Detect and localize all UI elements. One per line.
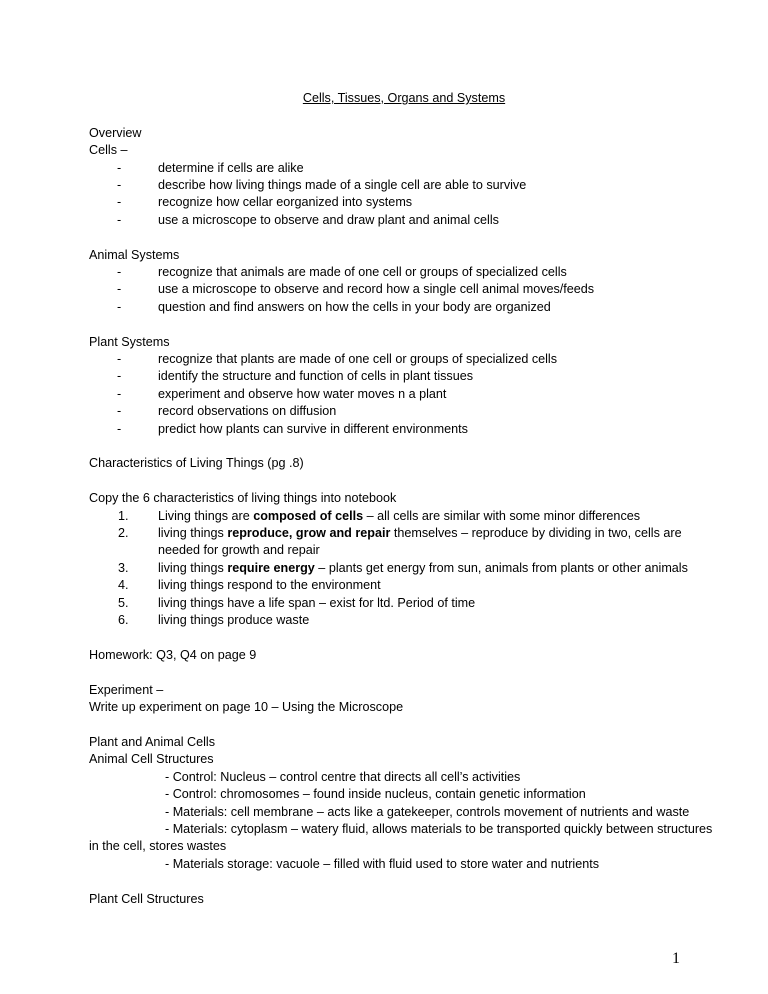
numbered-item: 4. living things respond to the environment [118, 578, 381, 593]
list-item: - recognize that animals are made of one cell or groups of specialized cells [117, 265, 567, 280]
numbered-item: 2. living things reproduce, grow and repair themselves – reproduce by dividing in two, cells are [118, 526, 682, 541]
overview-heading: Overview [89, 125, 142, 140]
numbered-item: 6. living things produce waste [118, 613, 310, 628]
document-body [89, 90, 719, 908]
animal-cell-heading: Animal Cell Structures [89, 752, 214, 767]
list-item: - recognize how cellar eorganized into systems [117, 195, 413, 210]
animal-systems-heading: Animal Systems [89, 247, 180, 262]
structure-item: - Control: chromosomes – found inside nucleus, contain genetic information [165, 787, 586, 802]
list-item: - question and find answers on how the cells in your body are organized [117, 299, 551, 314]
structure-item: - Materials storage: vacuole – filled with fluid used to store water and nutrients [165, 856, 600, 871]
list-item: - use a microscope to observe and record how a single cell animal moves/feeds [117, 282, 595, 297]
list-item: - determine if cells are alike [117, 160, 304, 175]
structure-item: - Materials: cytoplasm – watery fluid, allows materials to be transported quickly between structures [165, 821, 713, 836]
list-item: - describe how living things made of a single cell are able to survive [117, 178, 527, 193]
cells-heading: Cells – [89, 143, 128, 158]
document-title: Cells, Tissues, Organs and Systems [302, 91, 506, 105]
numbered-item: 5. living things have a life span – exist for ltd. Period of time [118, 595, 476, 610]
plant-systems-heading: Plant Systems [89, 334, 170, 349]
numbered-item: 3. living things require energy – plants get energy from sun, animals from plants or other animals [118, 560, 688, 575]
list-item: - predict how plants can survive in different environments [117, 421, 468, 436]
page-number: 1 [672, 950, 680, 967]
list-item: - recognize that plants are made of one cell or groups of specialized cells [117, 352, 558, 367]
list-item: - experiment and observe how water moves n a plant [117, 386, 447, 401]
structure-item-continuation: in the cell, stores wastes [89, 839, 227, 854]
numbered-item: 1. Living things are composed of cells – all cells are similar with some minor differences [118, 508, 641, 523]
characteristics-heading: Characteristics of Living Things (pg .8) [89, 456, 304, 471]
numbered-item-continuation: needed for growth and repair [158, 543, 320, 558]
experiment-heading: Experiment – [89, 682, 164, 697]
list-item: - record observations on diffusion [117, 404, 337, 419]
structure-item: - Materials: cell membrane – acts like a gatekeeper, controls movement of nutrients and waste [165, 804, 690, 819]
plant-cell-heading: Plant Cell Structures [89, 891, 204, 906]
structure-item: - Control: Nucleus – control centre that directs all cell’s activities [165, 769, 521, 784]
experiment-text: Write up experiment on page 10 – Using the Microscope [89, 700, 404, 715]
list-item: - use a microscope to observe and draw plant and animal cells [117, 212, 499, 227]
plant-animal-heading: Plant and Animal Cells [89, 734, 216, 749]
list-item: - identify the structure and function of cells in plant tissues [117, 369, 474, 384]
homework-line: Homework: Q3, Q4 on page 9 [89, 647, 257, 662]
characteristics-intro: Copy the 6 characteristics of living things into notebook [89, 491, 397, 506]
